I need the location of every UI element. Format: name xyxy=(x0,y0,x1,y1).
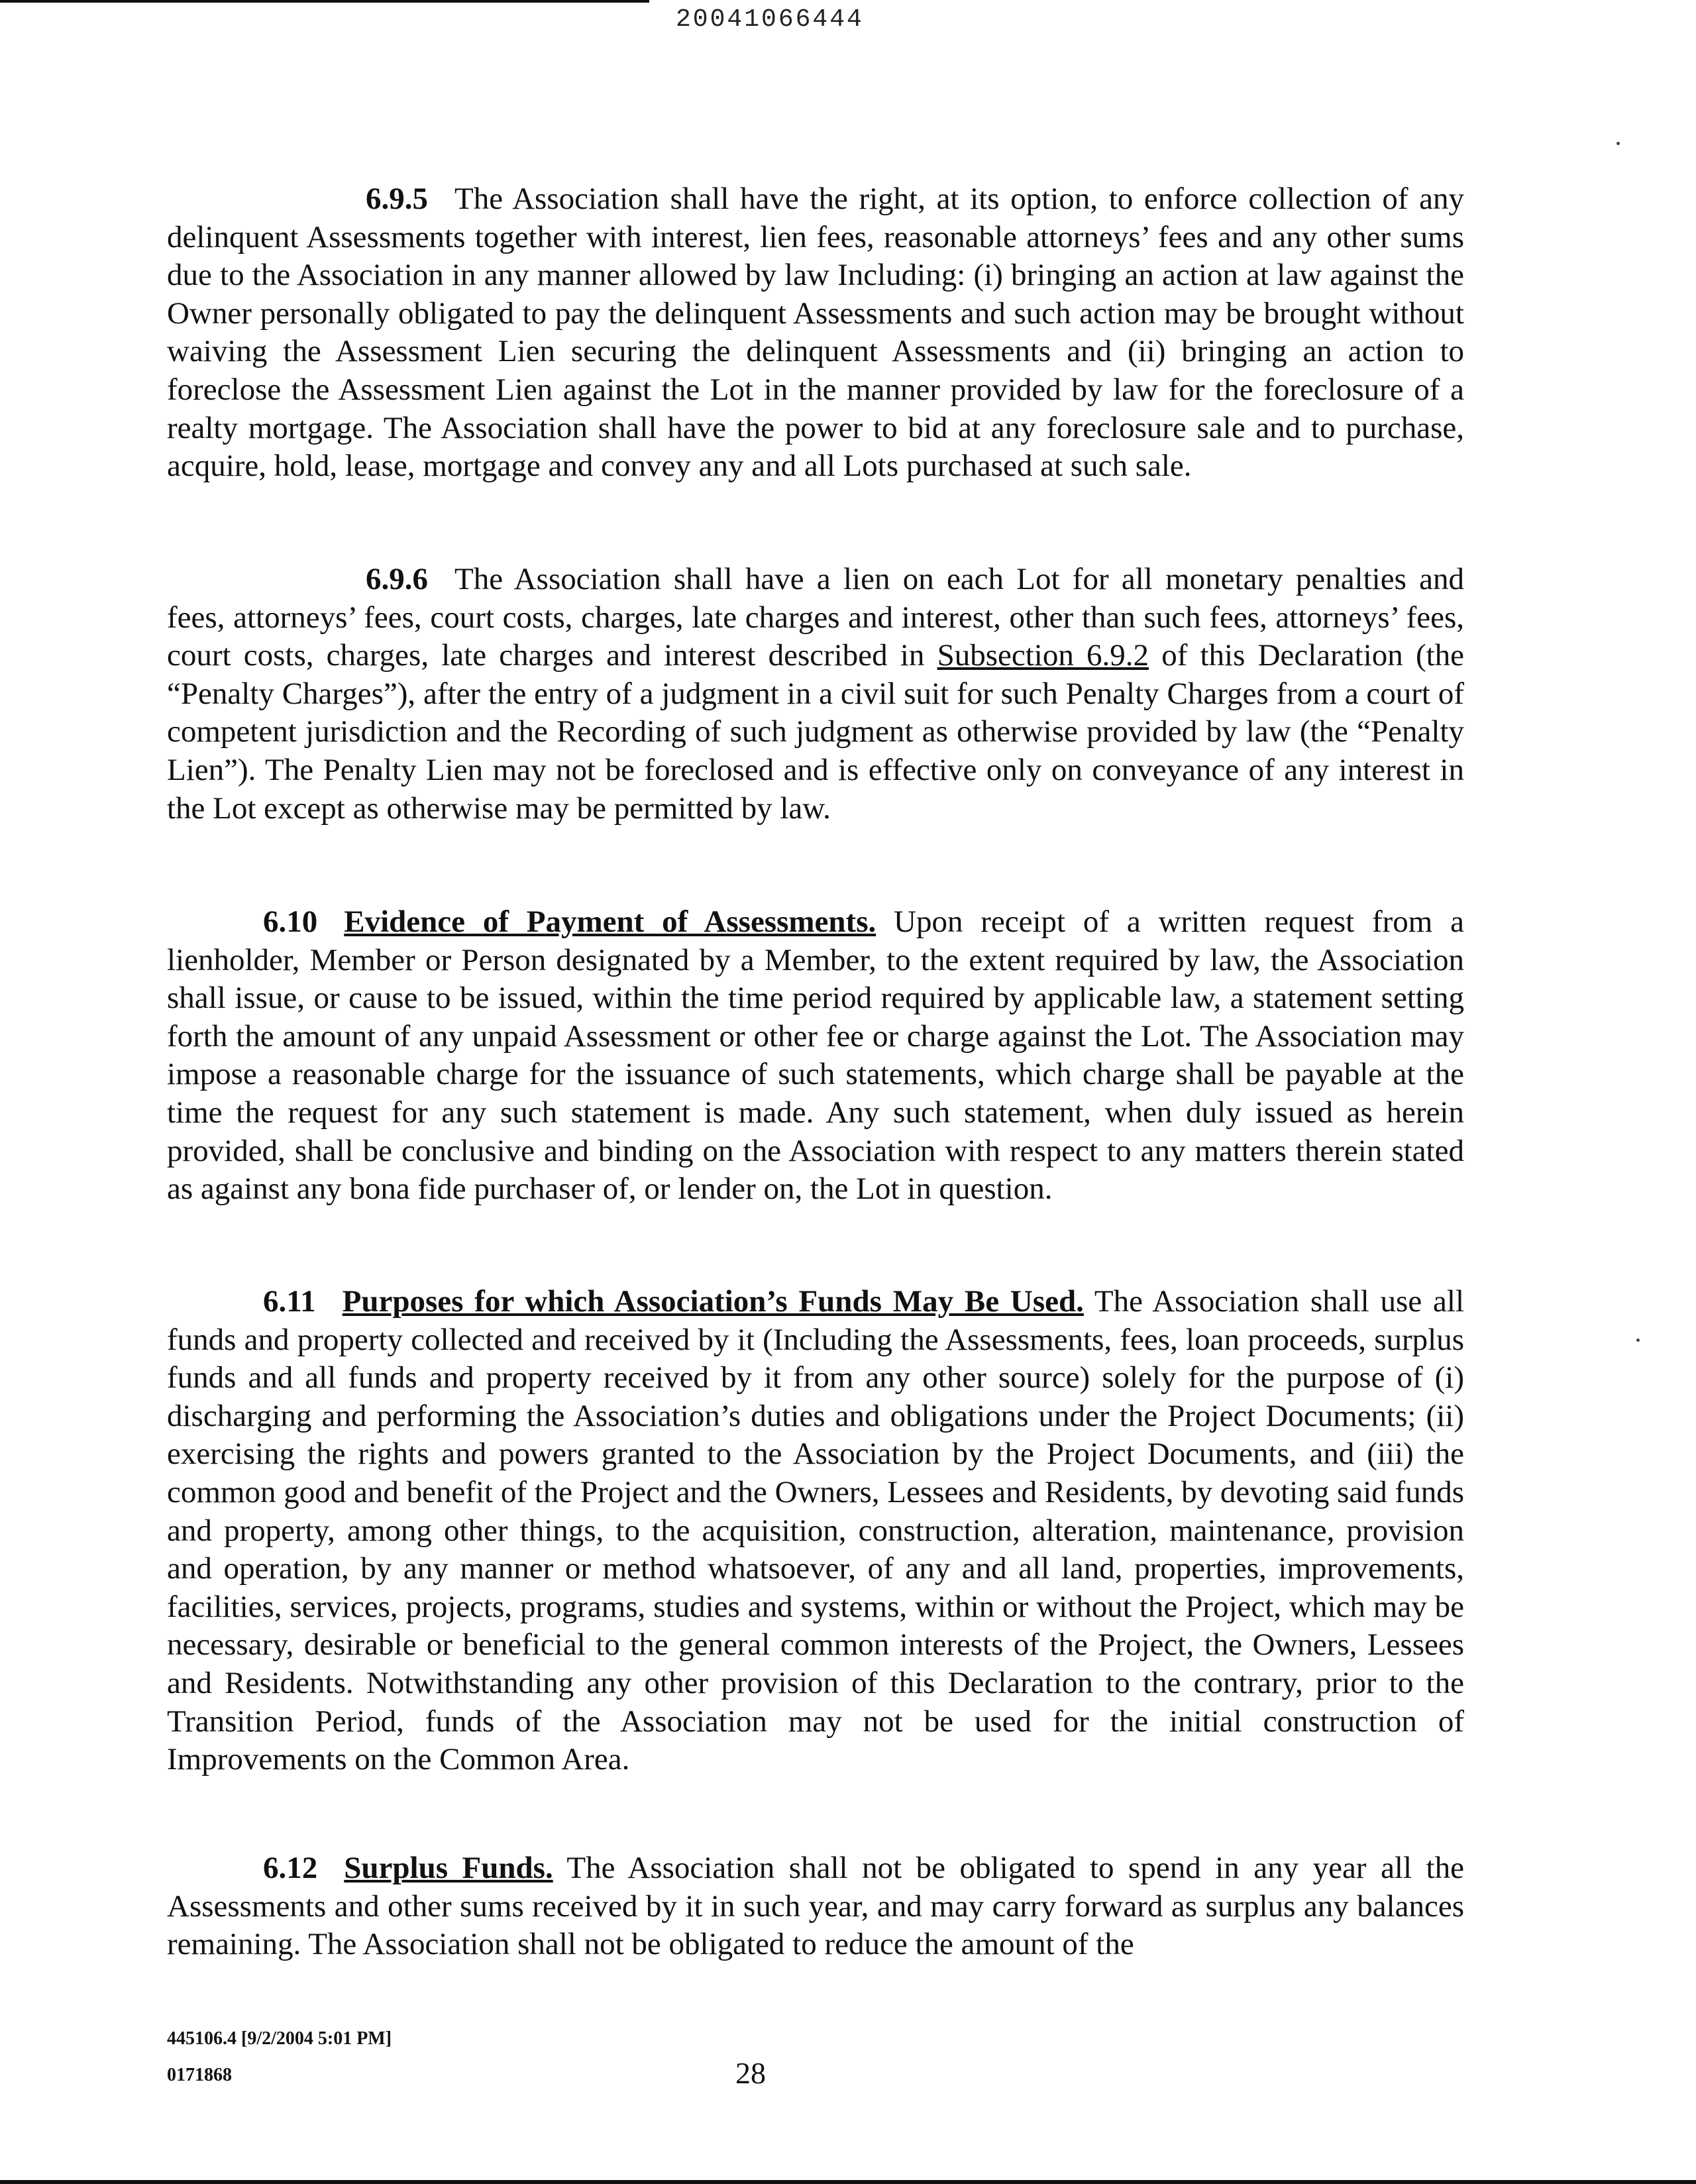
paragraph-text: The Association shall have the right, at its option, to enforce collection of any delinquent Assessments together with interest, lien fees, reasonable attorneys’ fees and any other sums due to the Association in any manner allowed by law Including: (i) bringing an action at law against the Owner personally obligated to pay the delinquent Assessments and such action may be brought without waiving the Assessment Lien securing the delinquent Assessments and (ii) bringing an action to foreclose the Assessment Lien against the Lot in the manner provided by law for the foreclosure of a realty mortgage. The Association shall have the power to bid at any foreclosure sale and to purchase, acquire, hold, lease, mortgage and convey any and all Lots purchased at such sale. xyxy=(167,182,1464,484)
section-heading: Surplus Funds. xyxy=(344,1851,553,1885)
paragraph-6-9-6 xyxy=(167,561,1464,828)
section-number: 6.12 xyxy=(263,1851,318,1885)
paragraph-6-10 xyxy=(167,903,1464,1209)
paragraph-6-11 xyxy=(167,1283,1464,1779)
document-number: 20041066444 xyxy=(676,5,864,34)
paragraph-text: Upon receipt of a written request from a lienholder, Member or Person designated by a Member, to the extent required by law, the Association shall issue, or cause to be issued, within the time period required by applicable law, a statement setting forth the amount of any unpaid Assessment or other fee or charge against the Lot. The Association may impose a reasonable charge for the issuance of such statements, which charge shall be payable at the time the request for any such statement is made. Any such statement, when duly issued as herein provided, shall be conclusive and binding on the Association with respect to any matters therein stated as against any bona fide purchaser of, or lender on, the Lot in question. xyxy=(167,904,1464,1207)
section-heading: Evidence of Payment of Assessments. xyxy=(344,904,876,939)
paragraph-6-9-5 xyxy=(167,180,1464,486)
scan-speck xyxy=(1636,1338,1640,1342)
top-border-line xyxy=(0,0,649,3)
section-number: 6.9.5 xyxy=(366,182,428,216)
section-number: 6.9.6 xyxy=(366,562,428,596)
footer-file-number: 0171868 xyxy=(167,2065,232,2085)
paragraph-text-continued: of this Declaration (the “Penalty Charges”), after the entry of a judgment in a civil suit for such Penalty Charges from a court of competent jurisdiction and the Recording of such judgment as otherwise provided by law (the “Penalty Lien”). The Penalty Lien may not be foreclosed and is effective only on conveyance of any interest in the Lot except as otherwise may be permitted by law. xyxy=(167,638,1465,826)
page-number: 28 xyxy=(735,2056,766,2090)
section-number: 6.11 xyxy=(263,1284,316,1319)
paragraph-6-12 xyxy=(167,1849,1464,1964)
paragraph-text: The Association shall use all funds and property collected and received by it (Including the Assessments, fees, loan proceeds, surplus funds and all funds and property received by it from any other source) solely for the purpose of (i) discharging and performing the Association’s duties and obligations under the Project Documents; (ii) exercising the rights and powers granted to the Association by the Project Documents, and (iii) the common good and benefit of the Project and the Owners, Lessees and Residents, by devoting said funds and property, among other things, to the acquisition, construction, alteration, maintenance, provision and operation, by any manner or method whatsoever, of any and all land, properties, improvements, facilities, services, projects, programs, studies and systems, within or without the Project, which may be necessary, desirable or beneficial to the general common interests of the Project, the Owners, Lessees and Residents. Notwithstanding any other provision of this Declaration to the contrary, prior to the Transition Period, funds of the Association may not be used for the initial construction of Improvements on the Common Area. xyxy=(167,1284,1465,1777)
scan-speck xyxy=(1616,142,1620,145)
footer-doc-reference: 445106.4 [9/2/2004 5:01 PM] xyxy=(167,2028,392,2049)
section-number: 6.10 xyxy=(263,904,318,939)
subsection-reference: Subsection 6.9.2 xyxy=(937,638,1149,673)
bottom-border-line xyxy=(0,2180,1696,2184)
paragraph-text: The Association shall have a lien on each Lot for all monetary penalties and fees, attorneys’ fees, court costs, charges, late charges and interest, other than such fees, attorneys’ fees, court costs, charges, late charges and interest described in xyxy=(167,562,1464,673)
section-heading: Purposes for which Association’s Funds May Be Used. xyxy=(342,1284,1084,1319)
paragraph-text: The Association shall not be obligated to spend in any year all the Assessments and other sums received by it in such year, and may carry forward as surplus any balances remaining. The Association shall not be obligated to reduce the amount of the xyxy=(167,1851,1464,1962)
